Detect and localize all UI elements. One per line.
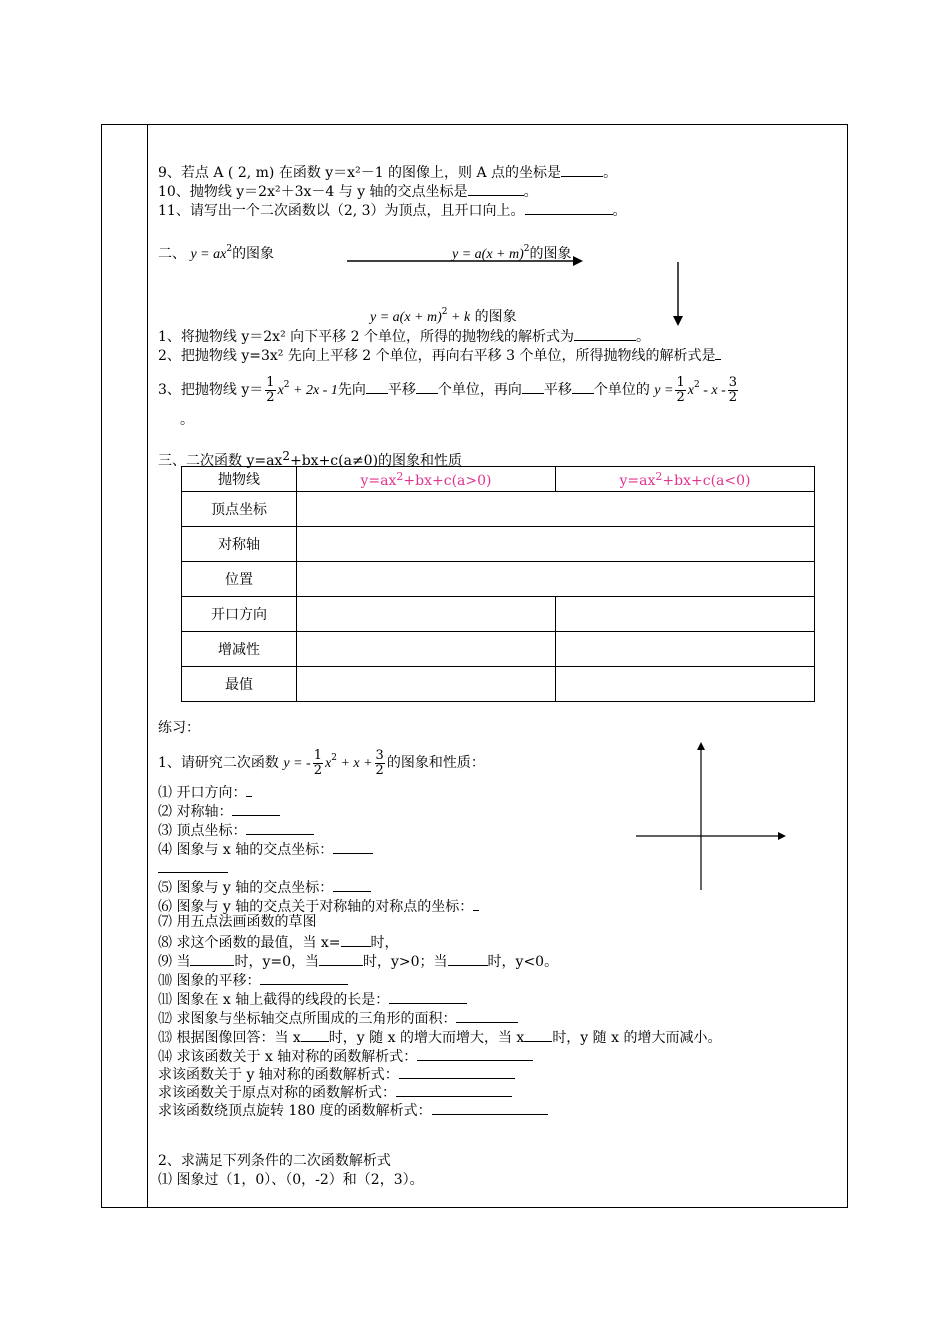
answer-blank[interactable]: [574, 326, 636, 341]
table-cell[interactable]: [556, 667, 815, 702]
answer-blank[interactable]: [389, 989, 467, 1004]
answer-blank[interactable]: [158, 858, 228, 873]
answer-blank[interactable]: [246, 782, 252, 797]
answer-blank[interactable]: [715, 345, 721, 360]
item-5: ⑸ 图象与 y 轴的交点坐标：: [158, 877, 371, 897]
item-4-continued: [158, 858, 228, 878]
table-row: 对称轴: [182, 527, 815, 562]
item-7: ⑺ 用五点法画函数的草图: [158, 914, 317, 930]
answer-blank[interactable]: [301, 1027, 329, 1042]
exercise-1: 1、请研究二次函数 y = - $\frac{1}{2}$ $x^2 + x$ + $\frac{3}{2}$ 的图象和性质：: [158, 747, 485, 778]
item-10: ⑽ 图象的平移：: [158, 970, 348, 990]
section-3-heading: 三、二次函数 y=ax2+bx+c(a≠0)的图象和性质: [158, 449, 463, 469]
table-row: 增减性: [182, 632, 815, 667]
problem-2-2: 2、把抛物线 y=3x² 先向上平移 2 个单位，再向右平移 3 个单位，所得抛物线的解析式是: [158, 345, 721, 365]
answer-blank[interactable]: [246, 820, 314, 835]
answer-blank[interactable]: [525, 200, 613, 215]
question-9: 9、若点 A ( 2, m) 在函数 y＝x²－1 的图像上，则 A 点的坐标是 。: [158, 162, 617, 182]
item-15: 求该函数关于 y 轴对称的函数解析式：: [158, 1064, 515, 1084]
answer-blank[interactable]: [232, 801, 280, 816]
table-row: 位置: [182, 562, 815, 597]
properties-table: [181, 466, 815, 702]
answer-blank[interactable]: [417, 1046, 533, 1061]
right-arrow-icon: [345, 252, 585, 268]
problem-2-1: 1、将抛物线 y＝2x² 向下平移 2 个单位，所得的抛物线的解析式为 。: [158, 326, 650, 346]
coordinate-axes-icon: [632, 740, 792, 892]
answer-blank[interactable]: [561, 162, 603, 177]
answer-blank[interactable]: [572, 379, 594, 394]
down-arrow-icon: [670, 262, 686, 328]
section-2-heading: 二、 $y = ax^2$的图象: [158, 244, 275, 262]
table-header-row: 抛物线 $y=ax^2+bx+c(a>0)$ $y=ax^2+bx+c(a<0)$: [182, 467, 815, 492]
exercise-title: 练习：: [158, 720, 200, 736]
item-3: ⑶ 顶点坐标：: [158, 820, 314, 840]
problem-2-3-end: 。: [180, 412, 194, 428]
fraction: $\frac{1}{2}$: [266, 374, 275, 405]
item-17: 求该函数绕顶点旋转 180 度的函数解析式：: [158, 1100, 548, 1120]
answer-blank[interactable]: [333, 877, 371, 892]
item-12: ⑿ 求图象与坐标轴交点所围成的三角形的面积：: [158, 1008, 518, 1028]
answer-blank[interactable]: [399, 1064, 515, 1079]
table-cell[interactable]: [556, 632, 815, 667]
answer-blank[interactable]: [366, 379, 388, 394]
answer-blank[interactable]: [432, 1100, 548, 1115]
answer-blank[interactable]: [448, 951, 488, 966]
item-13: ⒀ 根据图像回答：当 x 时，y 随 x 的增大而增大，当 x 时，y 随 x 的增大而减小。: [158, 1027, 721, 1047]
formula-vertex-form: $y = a(x + m)^2 + k$ 的图象: [370, 307, 517, 325]
fraction: $\frac{3}{2}$: [375, 747, 384, 778]
table-row: 顶点坐标: [182, 492, 815, 527]
answer-blank[interactable]: [524, 1027, 552, 1042]
table-cell[interactable]: [297, 597, 556, 632]
fraction: $\frac{3}{2}$: [728, 374, 738, 405]
answer-blank[interactable]: [190, 951, 234, 966]
exercise-2-1: ⑴ 图象过（1，0）、（0，-2）和（2，3）。: [158, 1172, 424, 1188]
answer-blank[interactable]: [456, 1008, 518, 1023]
table-cell[interactable]: [297, 667, 556, 702]
table-row: 最值: [182, 667, 815, 702]
formula-shifted: $y = a(x + m)^2$的图象: [452, 244, 572, 262]
table-cell[interactable]: [556, 597, 815, 632]
item-8: ⑻ 求这个函数的最值，当 x= 时，: [158, 932, 399, 952]
column-divider: [147, 125, 148, 1207]
table-cell[interactable]: [297, 632, 556, 667]
item-1: ⑴ 开口方向：: [158, 782, 252, 802]
fraction: $\frac{1}{2}$: [676, 374, 685, 405]
question-11: 11、请写出一个二次函数以（2, 3）为顶点，且开口向上。 。: [158, 200, 627, 220]
answer-blank[interactable]: [473, 896, 479, 911]
question-10: 10、抛物线 y＝2x²＋3x－4 与 y 轴的交点坐标是 。: [158, 181, 538, 201]
item-2: ⑵ 对称轴：: [158, 801, 280, 821]
answer-blank[interactable]: [333, 839, 373, 854]
table-cell[interactable]: [297, 492, 815, 527]
item-14: ⒁ 求该函数关于 x 轴对称的函数解析式：: [158, 1046, 533, 1066]
table-cell[interactable]: [297, 562, 815, 597]
exercise-2: 2、求满足下列条件的二次函数解析式: [158, 1153, 391, 1169]
item-4: ⑷ 图象与 x 轴的交点坐标：: [158, 839, 373, 859]
item-6: ⑹ 图象与 y 轴的交点关于对称轴的对称点的坐标：: [158, 896, 479, 916]
answer-blank[interactable]: [468, 181, 524, 196]
item-9: ⑼ 当 时，y=0，当 时，y>0；当 时，y<0。: [158, 951, 558, 971]
fraction: $\frac{1}{2}$: [313, 747, 322, 778]
problem-2-3: 3、把抛物线 y＝ $\frac{1}{2}$ $x^2 + 2x - 1$先向 平移 个单位，再向 平移 个单位的 y = $\frac{1}{2}$ $x^2$ - x - $\frac{3}{2}$: [158, 374, 738, 405]
table-cell[interactable]: [297, 527, 815, 562]
answer-blank[interactable]: [319, 951, 363, 966]
answer-blank[interactable]: [341, 932, 371, 947]
answer-blank[interactable]: [522, 379, 544, 394]
item-11: ⑾ 图象在 x 轴上截得的线段的长是：: [158, 989, 467, 1009]
answer-blank[interactable]: [396, 1082, 512, 1097]
item-16: 求该函数关于原点对称的函数解析式：: [158, 1082, 512, 1102]
answer-blank[interactable]: [416, 379, 438, 394]
answer-blank[interactable]: [260, 970, 348, 985]
table-row: 开口方向: [182, 597, 815, 632]
